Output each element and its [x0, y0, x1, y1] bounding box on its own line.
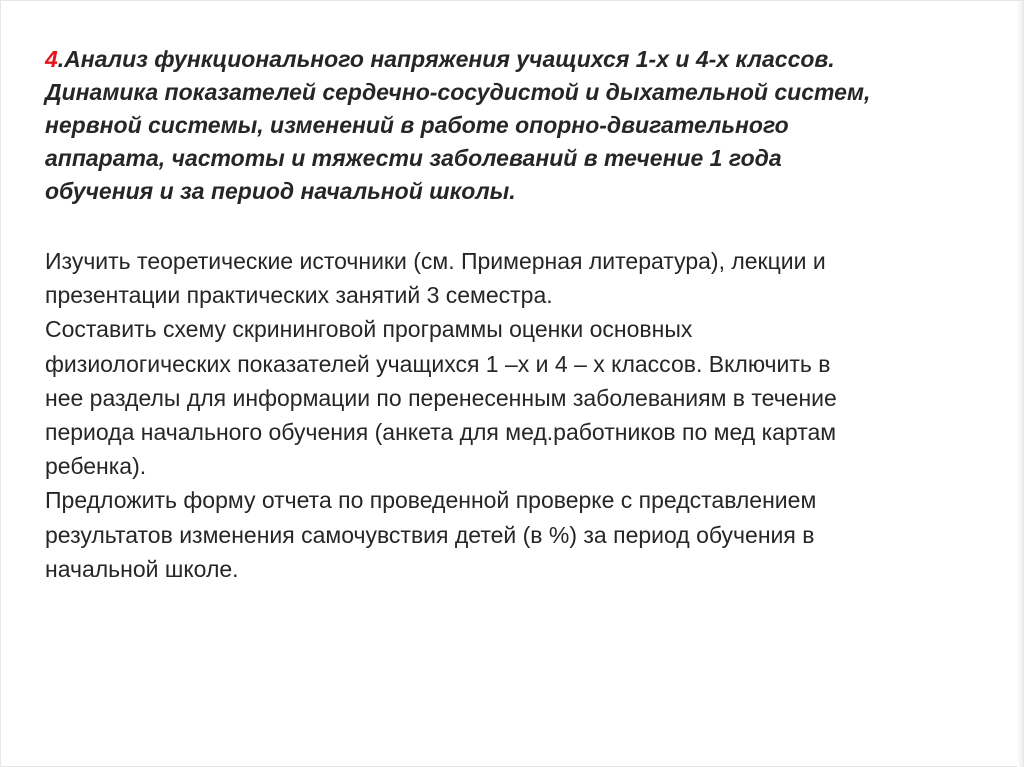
- body-line-8: Предложить форму отчета по проведенной проверке с представлением: [45, 487, 817, 514]
- body-line-1: Изучить теоретические источники (см. Примерная литература), лекции и: [45, 248, 826, 274]
- body-line-5: нее разделы для информации по перенесенным заболеваниям в течение: [45, 384, 837, 411]
- body-line-4: физиологических показателей учащихся 1 –х и 4 – х классов. Включить в: [45, 350, 831, 377]
- heading-number: 4: [45, 46, 58, 72]
- heading-line-1-text: .Анализ функционального напряжения учащихся 1-х и 4-х классов.: [57, 46, 835, 72]
- body-line-9: результатов изменения самочувствия детей (в %) за период обучения в: [45, 521, 815, 548]
- heading-line-1: [45, 43, 945, 76]
- body-line-2: презентации практических занятий 3 семестра.: [45, 282, 553, 309]
- slide-edge-shadow: [1017, 1, 1023, 767]
- heading-line-2: Динамика показателей сердечно-сосудистой и дыхательной систем,: [45, 79, 871, 105]
- heading-line-5: обучения и за период начальной школы.: [45, 178, 516, 204]
- slide-heading: [45, 43, 945, 208]
- slide-body: [45, 244, 975, 586]
- heading-line-4: аппарата, частоты и тяжести заболеваний в течение 1 года: [45, 145, 782, 171]
- body-line-3: Составить схему скрининговой программы оценки основных: [45, 316, 693, 343]
- body-line-6: периода начального обучения (анкета для мед.работников по мед картам: [45, 419, 837, 446]
- body-line-10: начальной школе.: [45, 555, 239, 582]
- body-line-7: ребенка).: [45, 453, 147, 480]
- heading-line-3: нервной системы, изменений в работе опорно-двигательного: [45, 112, 789, 138]
